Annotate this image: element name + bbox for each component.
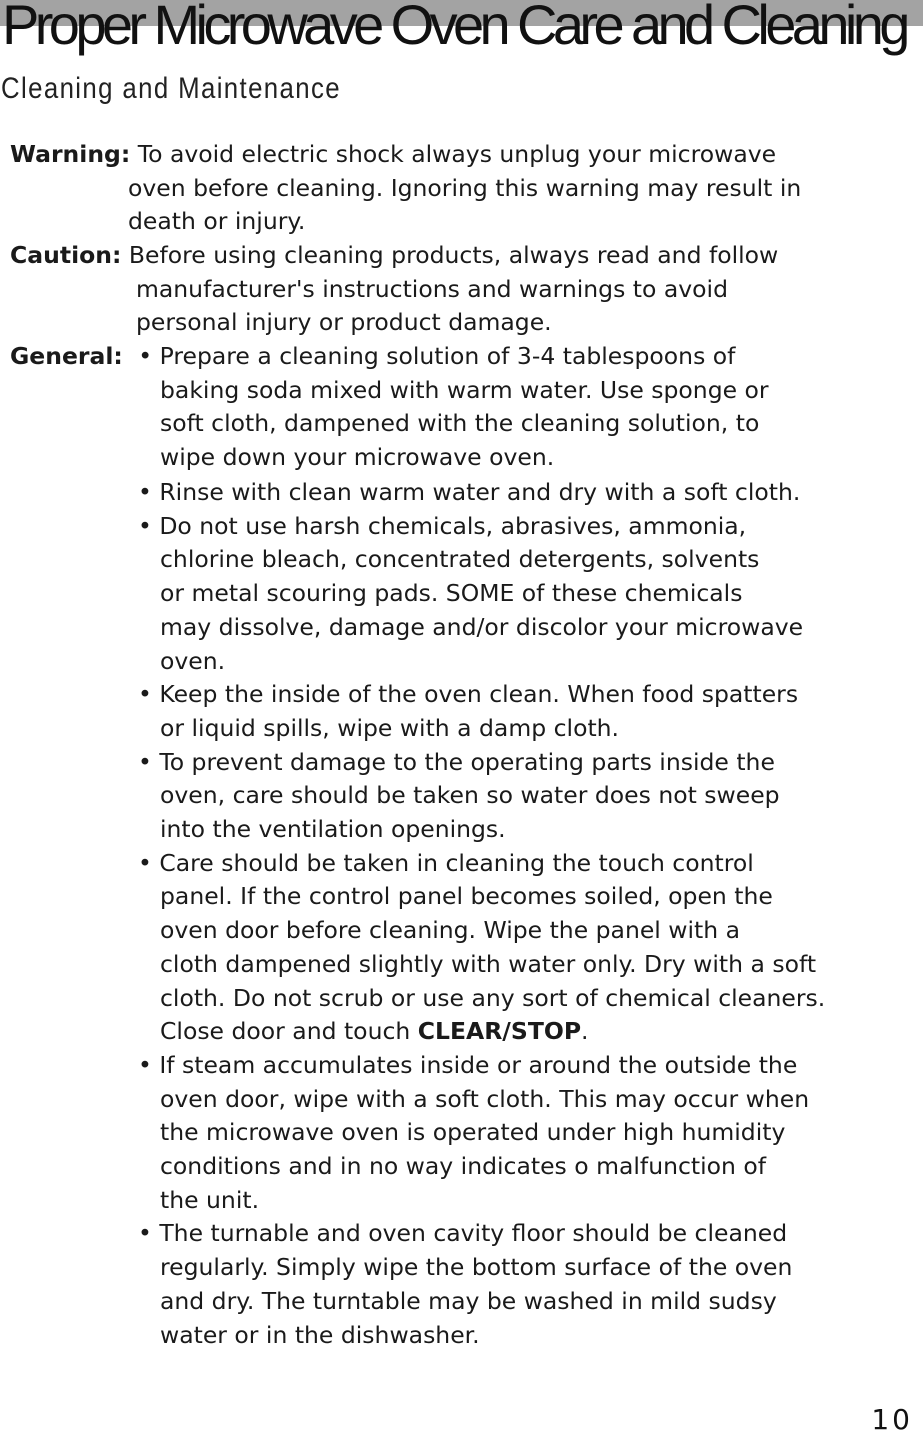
caution-line-1: Before using cleaning products, always read and follow <box>128 241 779 269</box>
bullet-line: into the ventilation openings. <box>160 815 506 844</box>
bullet-line: cloth dampened slightly with water only. Dry with a soft <box>160 949 817 978</box>
bullet-line: oven door before cleaning. Wipe the panel with a <box>160 916 741 945</box>
section-subtitle: Cleaning and Maintenance <box>1 72 341 105</box>
bullet-line: the unit. <box>160 1185 260 1214</box>
warning-line-2: oven before cleaning. Ignoring this warning may result in <box>128 173 802 202</box>
bullet-line: cloth. Do not scrub or use any sort of chemical cleaners. <box>160 983 826 1012</box>
close-door-line <box>138 1015 923 1049</box>
bullet-line: conditions and in no way indicates o malfunction of <box>160 1152 767 1181</box>
bullet-line: oven door, wipe with a soft cloth. This may occur when <box>160 1084 810 1113</box>
bullet-line: or liquid spills, wipe with a damp cloth. <box>160 713 620 742</box>
bullet-line: oven, care should be taken so water does not sweep <box>160 781 780 810</box>
general-paragraph <box>10 340 915 475</box>
bullet-line: • Keep the inside of the oven clean. When food spatters <box>138 680 799 709</box>
list-item <box>138 746 923 847</box>
bullet-line: • Do not use harsh chemicals, abrasives, ammonia, <box>138 511 747 540</box>
caution-paragraph <box>10 239 915 340</box>
bullet-line: and dry. The turntable may be washed in mild sudsy <box>160 1286 777 1315</box>
bullet-line: • Rinse with clean warm water and dry with a soft cloth. <box>138 478 801 506</box>
list-item <box>138 678 923 745</box>
list-item <box>138 847 923 1049</box>
list-item <box>138 476 923 510</box>
warning-label: Warning: <box>10 140 131 168</box>
close-door-text: Close door and touch <box>160 1017 418 1046</box>
bullet-line: or metal scouring pads. SOME of these chemicals <box>160 579 743 608</box>
clear-stop-key-label: CLEAR/STOP <box>417 1017 582 1046</box>
bullet-line: water or in the dishwasher. <box>160 1320 480 1349</box>
list-item <box>138 1049 923 1218</box>
close-door-period: . <box>581 1017 589 1046</box>
warning-line-1: To avoid electric shock always unplug your microwave <box>137 140 777 168</box>
general-line-2: baking soda mixed with warm water. Use sponge or <box>160 375 769 404</box>
general-line-4: wipe down your microwave oven. <box>160 443 555 472</box>
general-line-1: • Prepare a cleaning solution of 3-4 tablespoons of <box>138 342 736 370</box>
caution-line-2: manufacturer's instructions and warnings to avoid <box>136 274 728 303</box>
warning-line-3: death or injury. <box>128 207 306 236</box>
bullet-line: may dissolve, damage and/or discolor your microwave <box>160 612 804 641</box>
warning-paragraph <box>10 138 915 239</box>
bullet-line: • To prevent damage to the operating parts inside the <box>138 747 775 776</box>
general-label: General: <box>10 342 123 370</box>
bullet-line: chlorine bleach, concentrated detergents, solvents <box>160 545 760 574</box>
bullet-line: • If steam accumulates inside or around the outside the <box>138 1050 798 1079</box>
list-item <box>138 1217 923 1352</box>
general-bullet-list <box>138 476 923 1352</box>
caution-label: Caution: <box>10 241 122 269</box>
bullet-line: oven. <box>160 646 226 675</box>
list-item <box>138 510 923 679</box>
caution-line-3: personal injury or product damage. <box>136 308 552 337</box>
bullet-line: • Care should be taken in cleaning the touch control <box>138 848 754 877</box>
general-line-3: soft cloth, dampened with the cleaning solution, to <box>160 409 760 438</box>
bullet-line: regularly. Simply wipe the bottom surface of the oven <box>160 1253 793 1282</box>
page-number: 10 <box>871 1403 913 1436</box>
bullet-line: • The turnable and oven cavity floor should be cleaned <box>138 1219 788 1248</box>
page-title: Proper Microwave Oven Care and Cleaning <box>2 0 906 56</box>
bullet-line: panel. If the control panel becomes soiled, open the <box>160 882 773 911</box>
bullet-line: the microwave oven is operated under high humidity <box>160 1118 786 1147</box>
